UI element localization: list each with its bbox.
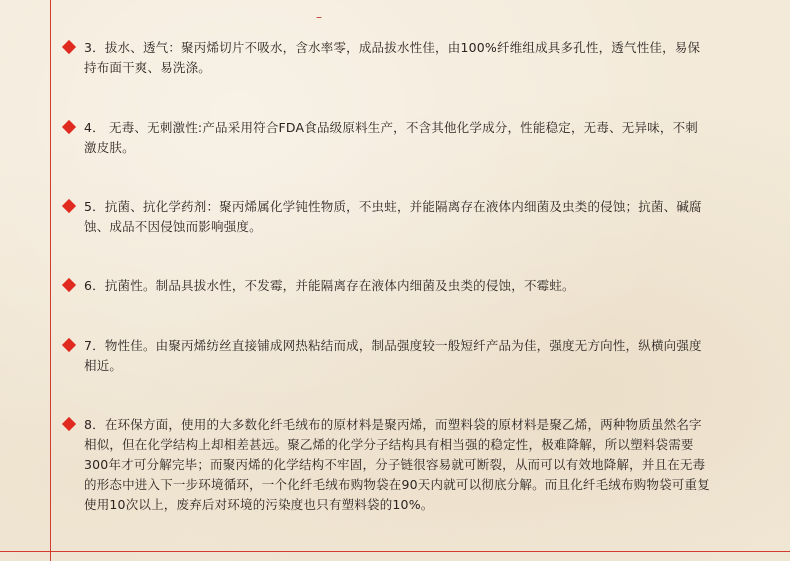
top-dash-mark: – xyxy=(316,10,322,24)
diamond-bullet-icon xyxy=(62,278,76,292)
margin-line-horizontal xyxy=(0,551,790,552)
margin-line-vertical xyxy=(50,0,51,561)
list-item xyxy=(60,336,710,376)
diamond-bullet-icon xyxy=(62,40,76,54)
list-item xyxy=(60,197,710,237)
item-text: 4． 无毒、无刺激性:产品采用符合FDA食品级原料生产，不含其他化学成分，性能稳定，无毒、无异味，不刺激皮肤。 xyxy=(84,120,698,155)
diamond-bullet-icon xyxy=(62,417,76,431)
item-text: 7．物性佳。由聚丙烯纺丝直接铺成网热粘结而成，制品强度较一般短纤产品为佳，强度无方向性，纵横向强度相近。 xyxy=(84,338,702,373)
item-text: 8．在环保方面，使用的大多数化纤毛绒布的原材料是聚丙烯，而塑料袋的原材料是聚乙烯，两种物质虽然名字相似，但在化学结构上却相差甚远。聚乙烯的化学分子结构具有相当强的稳定性，极难降解，所以塑料袋需要300年才可分解完毕；而聚丙烯的化学结构不牢固，分子链很容易就可断裂，从而可以有效地降解，并且在无毒的形态中进入下一步环境循环，一个化纤毛绒布购物袋在90天内就可以彻底分解。而且化纤毛绒布购物袋可重复使用10次以上，废弃后对环境的污染度也只有塑料袋的10%。 xyxy=(84,417,710,512)
list-item xyxy=(60,118,710,158)
item-text: 6．抗菌性。制品具拔水性，不发霉，并能隔离存在液体内细菌及虫类的侵蚀，不霉蛀。 xyxy=(84,278,575,293)
diamond-bullet-icon xyxy=(62,199,76,213)
item-text: 5．抗菌、抗化学药剂：聚丙烯属化学钝性物质，不虫蛀，并能隔离存在液体内细菌及虫类的侵蚀；抗菌、碱腐蚀、成品不因侵蚀而影响强度。 xyxy=(84,199,702,234)
diamond-bullet-icon xyxy=(62,120,76,134)
list-item xyxy=(60,38,710,78)
diamond-bullet-icon xyxy=(62,338,76,352)
list-item xyxy=(60,415,710,515)
item-text: 3．拔水、透气：聚丙烯切片不吸水，含水率零，成品拔水性佳，由100%纤维组成具多孔性，透气性佳，易保持布面干爽、易洗涤。 xyxy=(84,40,701,75)
list-item xyxy=(60,276,710,296)
